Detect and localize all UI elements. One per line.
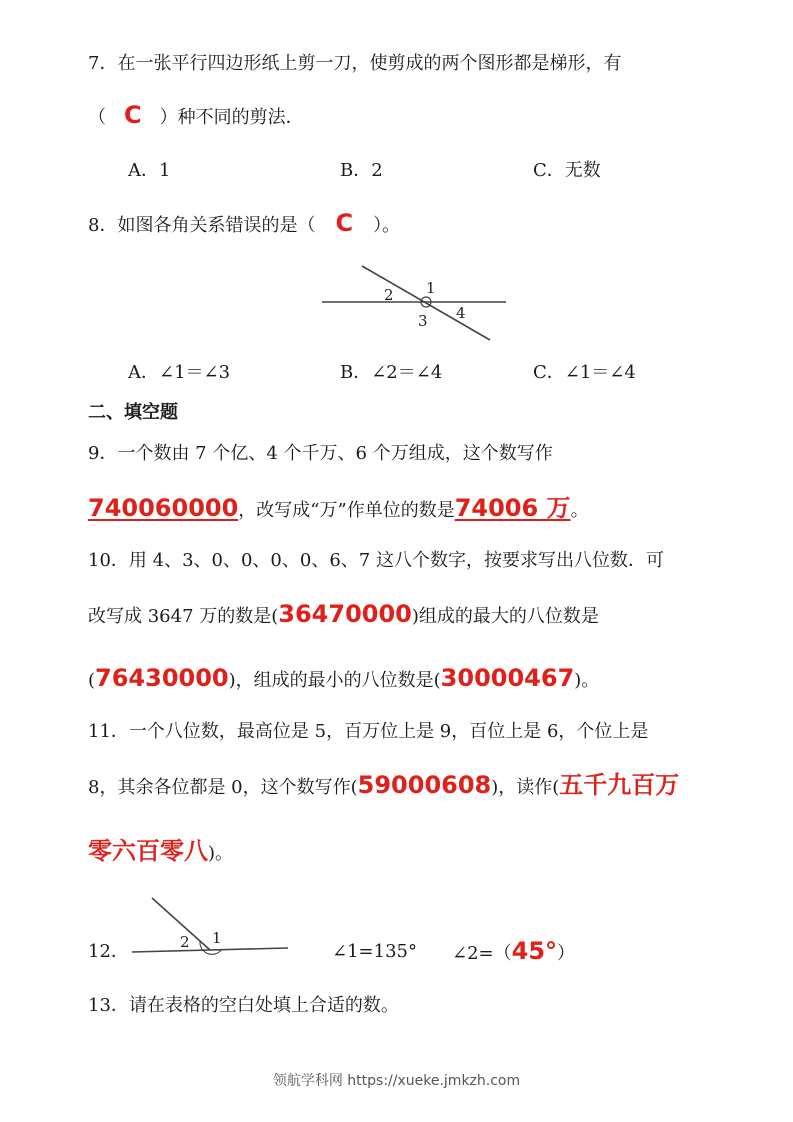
q11-line3: 零六百零八)。 (88, 837, 234, 865)
q12-answer: 45° (511, 937, 558, 965)
q9-line2: 740060000，改写成“万”作单位的数是74006 万。 (88, 494, 589, 522)
q7-option-c: C．无数 (533, 160, 601, 181)
q9-answer-number: 740060000 (88, 494, 239, 522)
q8-line: 8．如图各角关系错误的是（ C ）。 (88, 209, 401, 237)
q11-line2: 8，其余各位都是 0，这个数写作(59000608)，读作(五千九百万 (88, 771, 680, 799)
q12-ask: ∠2=（45°） (452, 937, 576, 965)
q9-answer-wan: 74006 万 (454, 494, 571, 522)
section-heading-fill-in: 二、填空题 (88, 402, 178, 423)
q12-given: ∠1=135° (332, 941, 417, 962)
q8-angle-figure (318, 260, 510, 344)
q12-label-1: 1 (212, 929, 222, 947)
q12-angle-figure (130, 894, 290, 960)
q10-answer-2: 76430000 (95, 664, 229, 692)
q8-label-1: 1 (426, 279, 436, 297)
q8-answer: C (335, 209, 354, 237)
footer-watermark: 领航学科网 https://xueke.jmkzh.com (272, 1073, 521, 1089)
q7-option-b: B．2 (340, 160, 383, 181)
q7-line2: （ C ）种不同的剪法． (88, 101, 304, 129)
q7-option-a: A．1 (128, 160, 171, 181)
q8-option-a: A．∠1＝∠3 (128, 362, 231, 383)
q11-answer-reading-a: 五千九百万 (559, 771, 680, 799)
q12-label-2: 2 (180, 933, 190, 951)
q8-label-3: 3 (418, 312, 428, 330)
q9-line1: 9．一个数由 7 个亿、4 个千万、6 个万组成，这个数写作 (88, 443, 553, 464)
q10-line3: (76430000)，组成的最小的八位数是(30000467)。 (88, 664, 600, 692)
q13-text: 13．请在表格的空白处填上合适的数。 (88, 995, 399, 1016)
q10-line2: 改写成 3647 万的数是(36470000)组成的最大的八位数是 (88, 600, 599, 628)
q7-line1: 7．在一张平行四边形纸上剪一刀，使剪成的两个图形都是梯形，有 (88, 53, 622, 74)
q8-label-2: 2 (384, 286, 394, 304)
q8-option-b: B．∠2＝∠4 (340, 362, 443, 383)
q12-number: 12． (88, 941, 129, 962)
q8-label-4: 4 (456, 304, 466, 322)
q7-answer: C (124, 101, 142, 129)
q10-answer-3: 30000467 (440, 664, 575, 692)
q10-line1: 10．用 4、3、0、0、0、0、6、7 这八个数字，按要求写出八位数．可 (88, 550, 664, 571)
q11-answer-number: 59000608 (357, 771, 492, 799)
q11-line1: 11．一个八位数，最高位是 5，百万位上是 9，百位上是 6，个位上是 (88, 721, 649, 742)
q11-answer-reading-b: 零六百零八 (88, 837, 208, 865)
q10-answer-1: 36470000 (278, 600, 412, 628)
q8-option-c: C．∠1＝∠4 (533, 362, 636, 383)
